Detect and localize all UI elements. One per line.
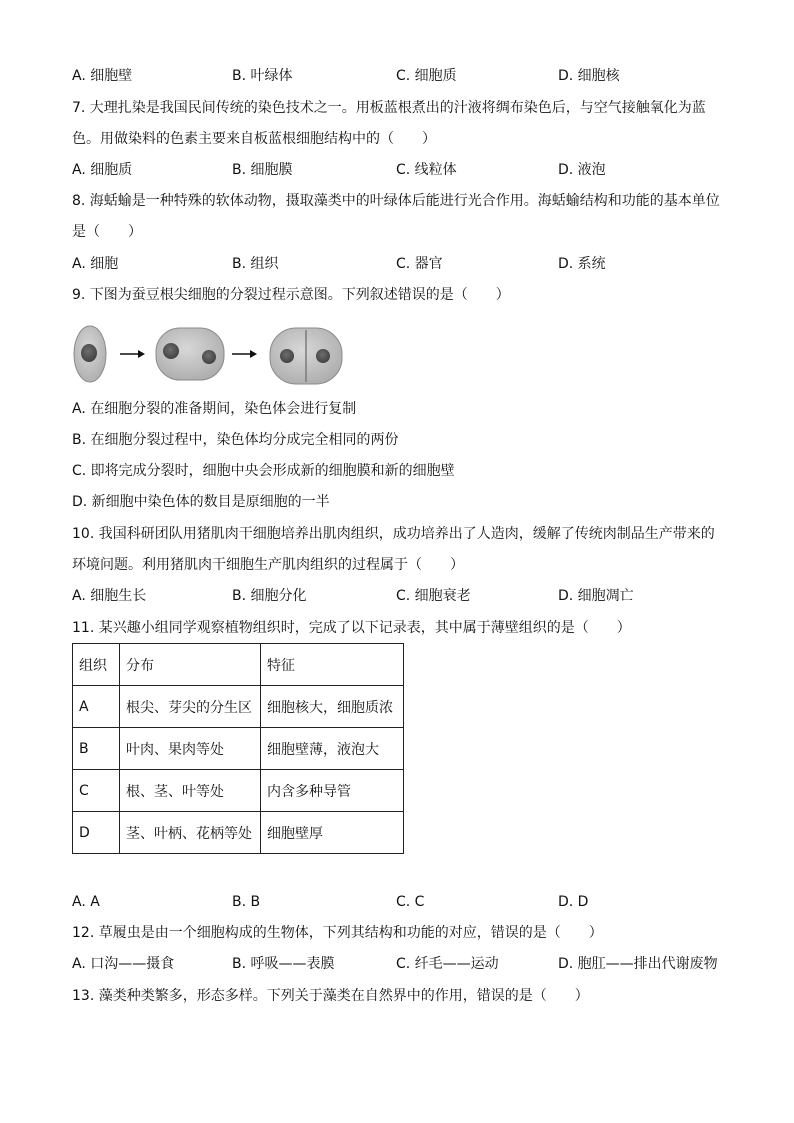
table-header-cell: 组织	[73, 644, 120, 686]
q9-option-c[interactable]: C. 即将完成分裂时，细胞中央会形成新的细胞膜和新的细胞壁	[72, 463, 455, 479]
q8-option-b[interactable]: B. 组织	[232, 256, 279, 272]
q7-option-d[interactable]: D. 液泡	[558, 162, 606, 178]
table-cell: 细胞壁薄，液泡大	[261, 728, 404, 770]
q13-stem: 13. 藻类种类繁多，形态多样。下列关于藻类在自然界中的作用，错误的是（ ）	[72, 988, 589, 1004]
q8-option-c[interactable]: C. 器官	[396, 256, 443, 272]
q10-stem-line1: 10. 我国科研团队用猪肌肉干细胞培养出肌肉组织，成功培养出了人造肉，缓解了传统肉制品生产带来的	[72, 526, 715, 542]
q12-options	[72, 954, 732, 974]
q6-option-c[interactable]: C. 细胞质	[396, 68, 457, 84]
q7-options	[72, 160, 732, 180]
table-header-cell: 分布	[120, 644, 261, 686]
q8-stem-line1: 8. 海蛞蝓是一种特殊的软体动物，摄取藻类中的叶绿体后能进行光合作用。海蛞蝓结构和功能的基本单位	[72, 193, 720, 209]
table-cell: A	[73, 686, 120, 728]
q7-option-c[interactable]: C. 线粒体	[396, 162, 457, 178]
arrow-icon	[232, 350, 257, 358]
q8-options	[72, 254, 732, 274]
table-cell: C	[73, 770, 120, 812]
q9-option-d[interactable]: D. 新细胞中染色体的数目是原细胞的一半	[72, 494, 330, 510]
q9-option-b[interactable]: B. 在细胞分裂过程中，染色体均分成完全相同的两份	[72, 432, 399, 448]
q8-option-a[interactable]: A. 细胞	[72, 256, 119, 272]
q11-options	[72, 892, 732, 912]
table-cell: 细胞壁厚	[261, 812, 404, 854]
table-cell: 茎、叶柄、花柄等处	[120, 812, 261, 854]
table-cell: D	[73, 812, 120, 854]
table-row	[73, 770, 404, 812]
q6-option-b[interactable]: B. 叶绿体	[232, 68, 293, 84]
stage3-nucleus-right	[316, 349, 330, 363]
table-cell: 根尖、芽尖的分生区	[120, 686, 261, 728]
q10-options	[72, 586, 732, 606]
q11-option-c[interactable]: C. C	[396, 894, 425, 910]
stage3-nucleus-left	[280, 349, 294, 363]
q12-option-a[interactable]: A. 口沟——摄食	[72, 956, 175, 972]
stage2-nucleus-right	[202, 350, 216, 364]
q12-stem: 12. 草履虫是由一个细胞构成的生物体，下列其结构和功能的对应，错误的是（ ）	[72, 925, 603, 941]
table-cell: B	[73, 728, 120, 770]
q6-options	[72, 66, 732, 86]
table-row	[73, 728, 404, 770]
q10-option-c[interactable]: C. 细胞衰老	[396, 588, 471, 604]
q7-stem-line1: 7. 大理扎染是我国民间传统的染色技术之一。用板蓝根煮出的汁液将绸布染色后，与空气接触氧化为蓝	[72, 100, 706, 116]
q10-option-a[interactable]: A. 细胞生长	[72, 588, 147, 604]
q7-stem-line2: 色。用做染料的色素主要来自板蓝根细胞结构中的（ ）	[72, 131, 436, 147]
q10-option-d[interactable]: D. 细胞凋亡	[558, 588, 634, 604]
q11-option-a[interactable]: A. A	[72, 894, 100, 910]
q8-stem-line2: 是（ ）	[72, 224, 142, 240]
stage2-cell	[156, 328, 224, 380]
stage3-cells	[270, 328, 342, 384]
table-cell: 根、茎、叶等处	[120, 770, 261, 812]
plant-tissue-table	[72, 643, 404, 854]
q10-option-b[interactable]: B. 细胞分化	[232, 588, 307, 604]
table-row	[73, 686, 404, 728]
q6-option-a[interactable]: A. 细胞壁	[72, 68, 133, 84]
q7-option-a[interactable]: A. 细胞质	[72, 162, 133, 178]
q11-option-d[interactable]: D. D	[558, 894, 589, 910]
stage1-cell	[74, 326, 106, 382]
q12-option-b[interactable]: B. 呼吸——表膜	[232, 956, 335, 972]
q6-option-d[interactable]: D. 细胞核	[558, 68, 620, 84]
q11-stem: 11. 某兴趣小组同学观察植物组织时，完成了以下记录表，其中属于薄壁组织的是（ ）	[72, 620, 631, 636]
table-cell: 叶肉、果肉等处	[120, 728, 261, 770]
q12-option-c[interactable]: C. 纤毛——运动	[396, 956, 499, 972]
table-cell: 细胞核大，细胞质浓	[261, 686, 404, 728]
table-row	[73, 812, 404, 854]
q9-stem: 9. 下图为蚕豆根尖细胞的分裂过程示意图。下列叙述错误的是（ ）	[72, 287, 510, 303]
stage2-nucleus-left	[163, 343, 179, 359]
q9-option-a[interactable]: A. 在细胞分裂的准备期间，染色体会进行复制	[72, 401, 357, 417]
q8-option-d[interactable]: D. 系统	[558, 256, 606, 272]
stage1-nucleus	[81, 344, 97, 362]
table-header-cell: 特征	[261, 644, 404, 686]
q10-stem-line2: 环境问题。利用猪肌肉干细胞生产肌肉组织的过程属于（ ）	[72, 557, 464, 573]
q7-option-b[interactable]: B. 细胞膜	[232, 162, 293, 178]
table-cell: 内含多种导管	[261, 770, 404, 812]
arrow-icon	[120, 350, 145, 358]
q12-option-d[interactable]: D. 胞肛——排出代谢废物	[558, 956, 718, 972]
q11-option-b[interactable]: B. B	[232, 894, 261, 910]
table-header-row	[73, 644, 404, 686]
cell-division-figure	[72, 322, 344, 392]
